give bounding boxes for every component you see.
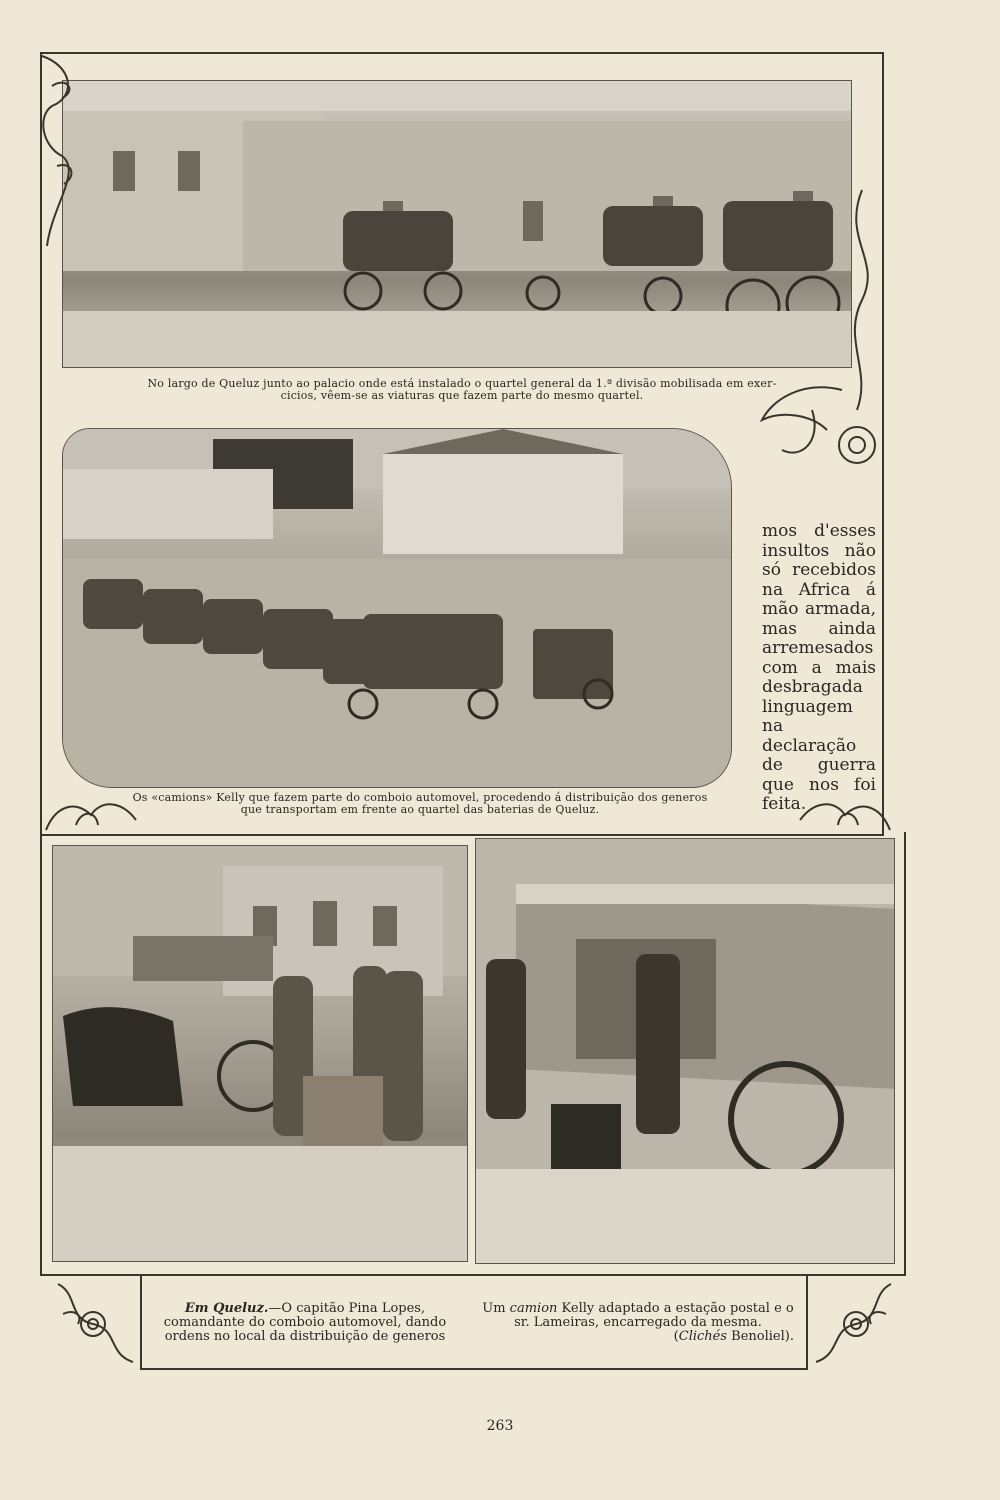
floral-ornament-bottom-right-icon	[806, 1274, 901, 1369]
caption-bottom-left	[150, 1302, 460, 1344]
caption-middle: Os «camions» Kelly que fazem parte do comboio automovel, procedendo á distribuição dos generos que transportam em frente ao quartel das baterias de Queluz.	[132, 791, 708, 816]
side-text-column: mos d'esses insultos não só recebidos na Africa á mão armada, mas ainda arremesados com a mais desbragada linguagem na declaração de guerra que nos foi feita.	[762, 521, 876, 814]
floral-ornament-mid-right-icon	[790, 790, 900, 840]
caption-bottom-left-lead: Em Queluz.	[184, 1301, 269, 1316]
photo-bottom-right-sketch	[476, 839, 894, 1263]
caption-top: No largo de Queluz junto ao palacio onde está instalado o quartel general da 1.ª divisão mobilisada em exer- cicios, vêem-se as viaturas que fazem parte do mesmo quartel.	[147, 377, 777, 402]
photo-top	[62, 80, 852, 368]
photo-top-sketch	[63, 81, 851, 367]
photo-bottom-left-sketch	[53, 846, 467, 1261]
photo-middle-sketch	[63, 429, 731, 787]
photo-bottom-left	[52, 845, 468, 1262]
photo-credit: (Clichés Benoliel).	[673, 1329, 794, 1344]
floral-ornament-mid-left-icon	[36, 790, 146, 840]
caption-bottom-right: Um camion Kelly adaptado a estação postal e o sr. Lameiras, encarregado da mesma. (Clichés Benoliel).	[482, 1301, 794, 1344]
floral-ornament-top-left-icon	[32, 46, 92, 266]
floral-ornament-right-icon	[742, 180, 892, 480]
floral-ornament-bottom-left-icon	[48, 1274, 143, 1369]
caption-bottom-left-text: —O capitão Pina Lopes, comandante do comboio automovel, dando ordens no local da distribuição de generos	[163, 1301, 447, 1344]
photo-middle	[62, 428, 732, 788]
page-number: 263	[486, 1418, 514, 1434]
photo-bottom-right	[475, 838, 895, 1264]
